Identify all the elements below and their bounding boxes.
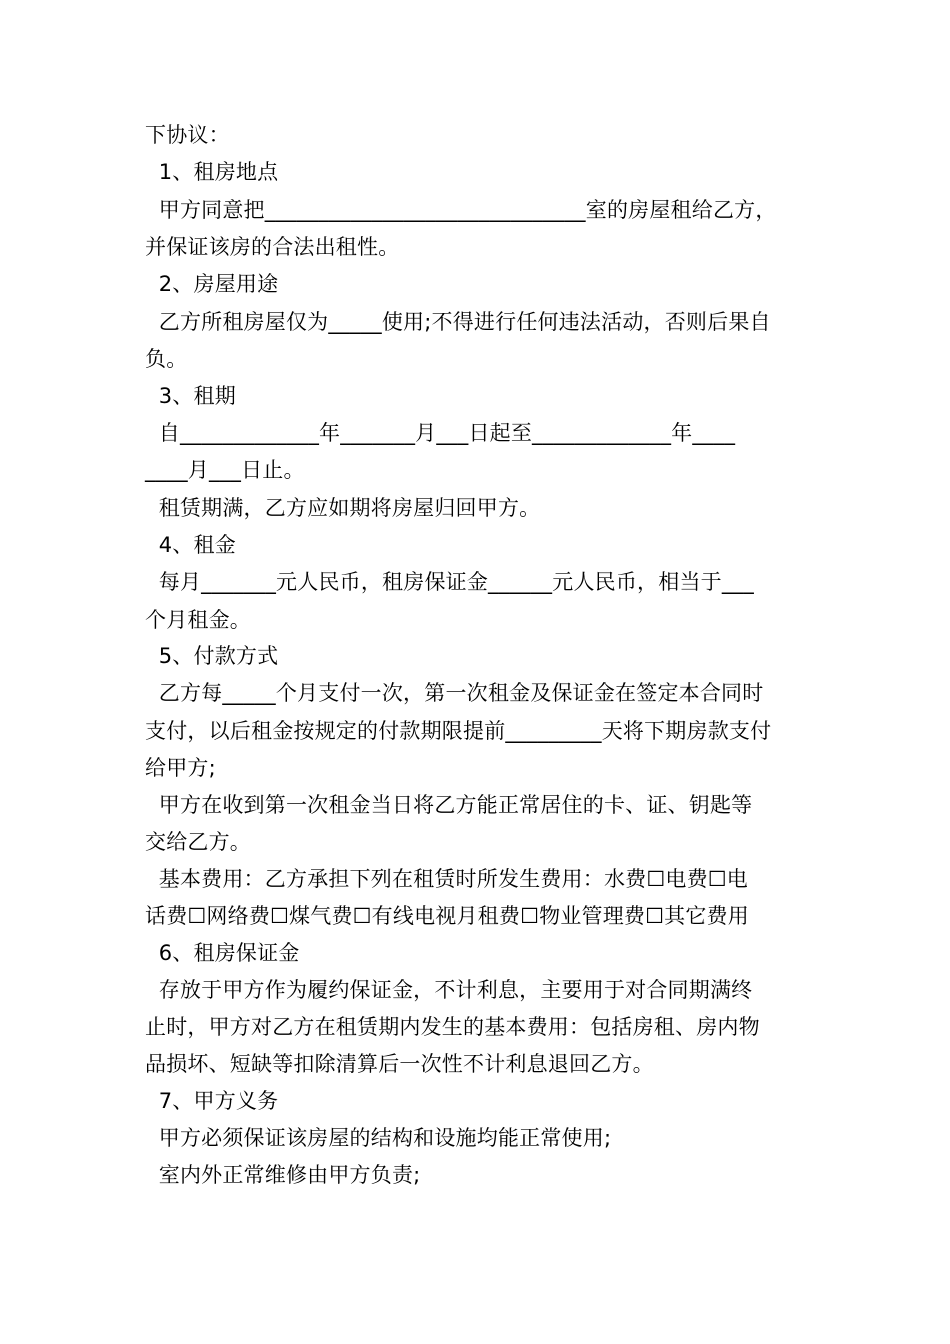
text-line: 给甲方; <box>145 756 216 780</box>
section-heading-payment: 5、付款方式 <box>145 644 279 668</box>
section-heading-landlord-duties: 7、甲方义务 <box>145 1089 279 1113</box>
text-line: 下协议： <box>145 123 230 147</box>
text-line: 话费☐网络费☐煤气费☐有线电视月租费☐物业管理费☐其它费用 <box>145 904 749 928</box>
text-line: 乙方每_____个月支付一次，第一次租金及保证金在签定本合同时 <box>145 681 764 705</box>
text-line: 每月_______元人民币，租房保证金______元人民币，相当于___ <box>145 570 754 594</box>
text-line: 甲方在收到第一次租金当日将乙方能正常居住的卡、证、钥匙等 <box>145 793 753 817</box>
text-line: 止时，甲方对乙方在租赁期内发生的基本费用：包括房租、房内物 <box>145 1015 760 1039</box>
text-line: ____月___日止。 <box>145 458 305 482</box>
text-line: 甲方必须保证该房屋的结构和设施均能正常使用; <box>145 1126 612 1150</box>
section-heading-term: 3、租期 <box>145 384 236 408</box>
text-line: 品损坏、短缺等扣除清算后一次性不计利息退回乙方。 <box>145 1052 654 1076</box>
text-line: 甲方同意把______________________________室的房屋租给乙方， <box>145 198 777 222</box>
text-line: 交给乙方。 <box>145 830 251 854</box>
text-line: 自_____________年_______月___日起至_____________年____ <box>145 421 736 445</box>
section-heading-usage: 2、房屋用途 <box>145 272 279 296</box>
text-line: 租赁期满，乙方应如期将房屋归回甲方。 <box>145 496 541 520</box>
text-line: 支付，以后租金按规定的付款期限提前_________天将下期房款支付 <box>145 719 772 743</box>
text-line: 负。 <box>145 347 188 371</box>
section-heading-location: 1、租房地点 <box>145 160 279 184</box>
text-line: 室内外正常维修由甲方负责; <box>145 1163 421 1187</box>
text-line: 并保证该房的合法出租性。 <box>145 235 400 259</box>
text-line: 乙方所租房屋仅为_____使用;不得进行任何违法活动，否则后果自 <box>145 310 771 334</box>
section-heading-rent: 4、租金 <box>145 533 236 557</box>
text-line: 个月租金。 <box>145 608 251 632</box>
section-heading-deposit: 6、租房保证金 <box>145 941 300 965</box>
text-line: 存放于甲方作为履约保证金，不计利息，主要用于对合同期满终 <box>145 978 753 1002</box>
text-line: 基本费用：乙方承担下列在租赁时所发生费用：水费☐电费☐电 <box>145 867 749 891</box>
